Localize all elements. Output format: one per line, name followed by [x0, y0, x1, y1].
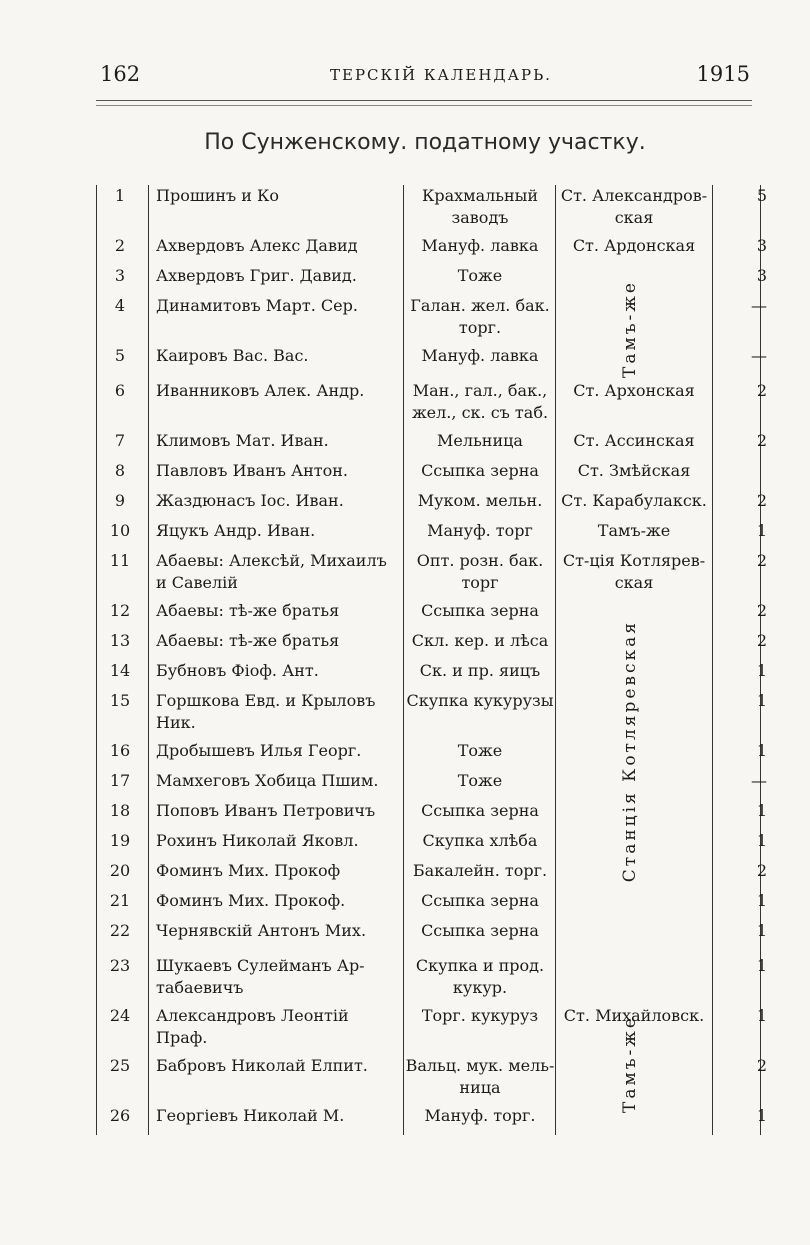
row-category: 1 — [756, 1106, 767, 1125]
row-number: 25 — [109, 1056, 131, 1075]
row-number: 26 — [109, 1106, 131, 1125]
row-name: Иванниковъ Алек. Андр. — [156, 381, 365, 400]
row-business: Ссыпка зерна — [421, 461, 539, 480]
row-name: Павловъ Иванъ Антон. — [156, 461, 349, 480]
row-business: Ск. и пр. яицъ — [419, 661, 541, 680]
row-business: Мануф. лавка — [421, 346, 539, 365]
row-place: Ст. Александров-ская — [560, 186, 708, 227]
row-category: 1 — [756, 831, 767, 850]
row-name: Георгіевъ Николай М. — [156, 1106, 345, 1125]
row-number: 8 — [114, 461, 126, 480]
row-number: 15 — [109, 691, 131, 710]
row-category: 1 — [756, 691, 767, 710]
row-category: 2 — [756, 601, 767, 620]
header-rule — [96, 100, 752, 106]
row-number: 17 — [109, 771, 131, 790]
row-business: Скупка хлѣба — [422, 831, 538, 850]
row-number: 21 — [109, 891, 131, 910]
row-name: Динамитовъ Март. Сер. — [156, 296, 358, 315]
side-label-tam-zhe-2: Тамъ-же — [620, 1015, 640, 1113]
row-category: 2 — [756, 861, 767, 880]
row-place: Ст-ція Котлярев-ская — [562, 551, 706, 592]
row-category: — — [751, 771, 767, 790]
row-business: Скупка кукурузы — [406, 691, 554, 710]
row-category: 5 — [756, 186, 767, 205]
row-name: Климовъ Мат. Иван. — [156, 431, 329, 450]
row-business: Ссыпка зерна — [421, 601, 539, 620]
row-name: Фоминъ Мих. Прокоф — [156, 861, 341, 880]
side-label-stanitsa: Станція Котляревская — [620, 620, 640, 883]
row-name: Горшкова Евд. и Крыловъ Ник. — [156, 691, 376, 732]
row-business: Муком. мельн. — [417, 491, 543, 510]
row-category: 2 — [756, 381, 767, 400]
row-category: 2 — [756, 551, 767, 570]
row-business: Вальц. мук. мель-ница — [405, 1056, 555, 1097]
row-category: 2 — [756, 491, 767, 510]
row-number: 1 — [114, 186, 126, 205]
row-category: 3 — [756, 266, 767, 285]
row-name: Ахвердовъ Алекс Давид — [156, 236, 358, 255]
row-number: 18 — [109, 801, 131, 820]
row-place: Ст. Михайловск. — [563, 1006, 705, 1025]
row-number: 4 — [114, 296, 126, 315]
row-number: 11 — [109, 551, 131, 570]
row-business: Ссыпка зерна — [421, 891, 539, 910]
row-name: Прошинъ и Ко — [156, 186, 280, 205]
row-category: 2 — [756, 1056, 767, 1075]
row-business: Мануф. торг. — [424, 1106, 536, 1125]
row-number: 14 — [109, 661, 131, 680]
row-business: Ссыпка зерна — [421, 921, 539, 940]
row-category: 1 — [756, 891, 767, 910]
row-business: Торг. кукуруз — [421, 1006, 539, 1025]
row-name: Мамхеговъ Хобица Пшим. — [156, 771, 379, 790]
row-name: Фоминъ Мих. Прокоф. — [156, 891, 346, 910]
row-number: 9 — [114, 491, 126, 510]
row-business: Мануф. лавка — [421, 236, 539, 255]
row-name: Яцукъ Андр. Иван. — [156, 521, 316, 540]
row-number: 20 — [109, 861, 131, 880]
page-number: 162 — [100, 62, 141, 86]
row-category: — — [751, 296, 767, 315]
row-name: Поповъ Иванъ Петровичъ — [156, 801, 376, 820]
row-business: Скл. кер. и лѣса — [411, 631, 549, 650]
year: 1915 — [696, 62, 750, 86]
row-place: Ст. Архонская — [573, 381, 695, 400]
row-name: Жаздюнасъ Іос. Иван. — [156, 491, 344, 510]
row-business: Бакалейн. торг. — [412, 861, 548, 880]
row-name: Чернявскій Антонъ Мих. — [156, 921, 367, 940]
row-number: 6 — [114, 381, 126, 400]
row-category: 2 — [756, 431, 767, 450]
row-business: Крахмальный заводъ — [421, 186, 539, 227]
row-name: Шукаевъ Сулейманъ Ар-табаевичъ — [156, 956, 365, 997]
table-rule-num — [148, 185, 149, 1135]
side-label-tam-zhe-1: Тамъ-же — [620, 280, 640, 378]
table-rule-left — [96, 185, 97, 1135]
row-business: Мельница — [437, 431, 523, 450]
row-number: 24 — [109, 1006, 131, 1025]
table-rule-name — [403, 185, 404, 1135]
row-name: Бубновъ Фіоф. Ант. — [156, 661, 319, 680]
row-category: 3 — [756, 236, 767, 255]
row-category: 1 — [756, 956, 767, 975]
row-business: Ссыпка зерна — [421, 801, 539, 820]
row-name: Абаевы: Алексѣй, Михаилъ и Савелій — [156, 551, 387, 592]
running-title: ТЕРСКІЙ КАЛЕНДАРЬ. — [330, 66, 552, 84]
row-name: Абаевы: тѣ-же братья — [156, 631, 340, 650]
row-number: 13 — [109, 631, 131, 650]
row-category: — — [751, 346, 767, 365]
row-category: 2 — [756, 631, 767, 650]
row-category: 1 — [756, 801, 767, 820]
row-name: Рохинъ Николай Яковл. — [156, 831, 359, 850]
row-category: 1 — [756, 521, 767, 540]
row-name: Абаевы: тѣ-же братья — [156, 601, 340, 620]
row-business: Скупка и прод. кукур. — [415, 956, 545, 997]
row-category: 1 — [756, 741, 767, 760]
row-business: Тоже — [457, 771, 503, 790]
row-place: Ст. Ассинская — [573, 431, 695, 450]
running-head — [100, 62, 750, 92]
row-name: Дробышевъ Илья Георг. — [156, 741, 362, 760]
row-name: Бабровъ Николай Елпит. — [156, 1056, 368, 1075]
row-place: Ст. Карабулакск. — [561, 491, 707, 510]
row-number: 19 — [109, 831, 131, 850]
row-name: Александровъ Леонтій Праф. — [156, 1006, 349, 1047]
row-number: 7 — [114, 431, 126, 450]
row-business: Опт. розн. бак. торг — [416, 551, 544, 592]
row-name: Каировъ Вас. Вас. — [156, 346, 309, 365]
row-business: Галан. жел. бак. торг. — [410, 296, 550, 337]
row-number: 12 — [109, 601, 131, 620]
row-place: Ст. Ардонская — [572, 236, 696, 255]
row-number: 22 — [109, 921, 131, 940]
row-number: 16 — [109, 741, 131, 760]
row-business: Тоже — [457, 266, 503, 285]
row-name: Ахвердовъ Григ. Давид. — [156, 266, 357, 285]
row-place: Ст. Змѣйская — [577, 461, 691, 480]
row-number: 2 — [114, 236, 126, 255]
table-rule-type — [555, 185, 556, 1135]
row-category: 1 — [756, 1006, 767, 1025]
row-number: 23 — [109, 956, 131, 975]
row-business: Мануф. торг — [427, 521, 533, 540]
row-category: 1 — [756, 921, 767, 940]
row-business: Ман., гал., бак., жел., ск. съ таб. — [411, 381, 549, 422]
row-number: 3 — [114, 266, 126, 285]
row-place: Тамъ-же — [597, 521, 671, 540]
row-business: Тоже — [457, 741, 503, 760]
row-number: 10 — [109, 521, 131, 540]
row-category: 1 — [756, 661, 767, 680]
table-rule-place — [712, 185, 713, 1135]
section-title: По Сунженскому. податному участку. — [204, 130, 646, 155]
row-number: 5 — [114, 346, 126, 365]
